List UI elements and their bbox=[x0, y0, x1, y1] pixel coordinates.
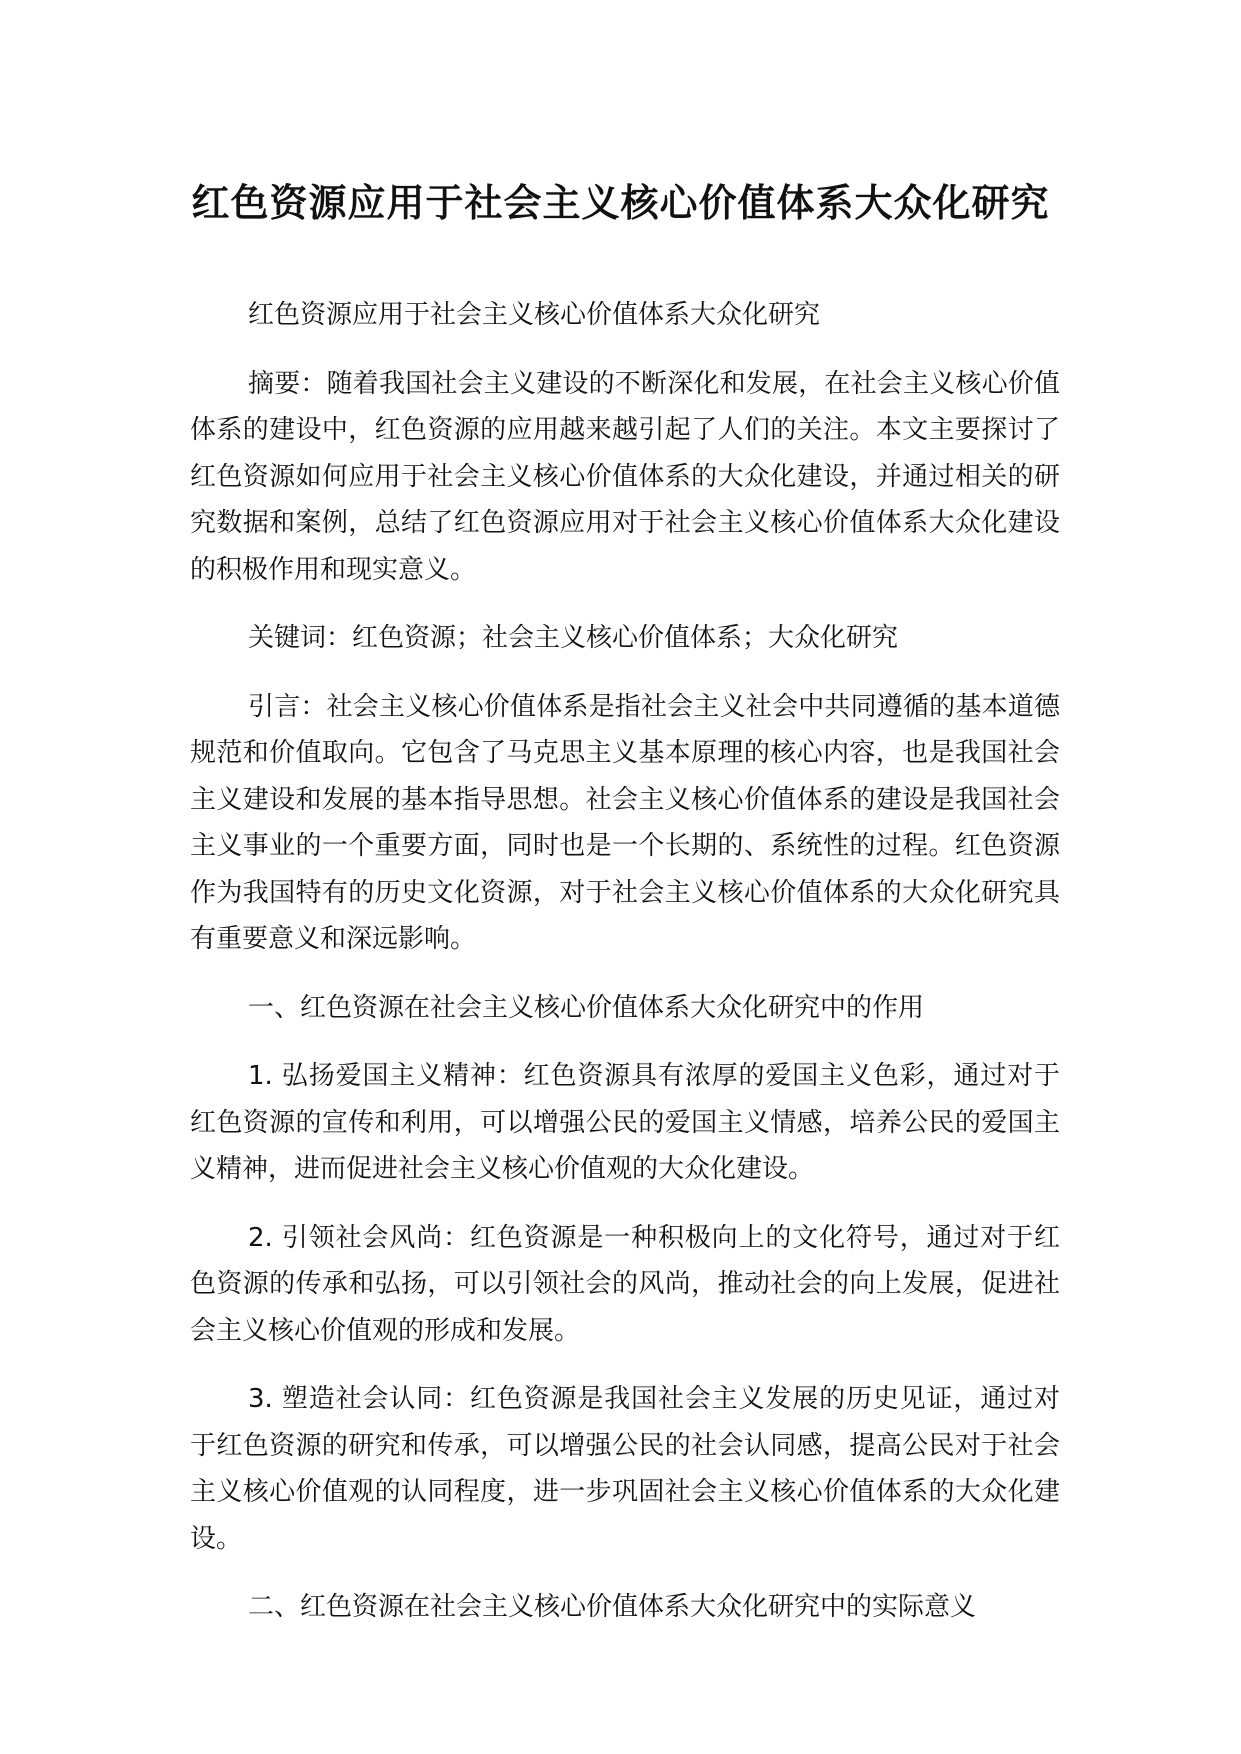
abstract-paragraph: 摘要：随着我国社会主义建设的不断深化和发展，在社会主义核心价值体系的建设中，红色资源的应用越来越引起了人们的关注。本文主要探讨了红色资源如何应用于社会主义核心价值体系的大众化建设，并通过相关的研究数据和案例，总结了红色资源应用对于社会主义核心价值体系大众化建设的积极作用和现实意义。 bbox=[190, 368, 1060, 585]
keywords-paragraph: 关键词：红色资源；社会主义核心价值体系；大众化研究 bbox=[248, 623, 899, 653]
page-title: 红色资源应用于社会主义核心价值体系大众化研究 bbox=[191, 181, 1050, 225]
section-heading-2: 二、红色资源在社会主义核心价值体系大众化研究中的实际意义 bbox=[248, 1592, 977, 1622]
section-heading-1: 一、红色资源在社会主义核心价值体系大众化研究中的作用 bbox=[248, 992, 925, 1023]
document-body bbox=[190, 292, 1060, 1653]
list-item-2: 2. 引领社会风尚：红色资源是一种积极向上的文化符号，通过对于红色资源的传承和弘扬，可以引领社会的风尚，推动社会的向上发展，促进社会主义核心价值观的形成和发展。 bbox=[190, 1222, 1060, 1346]
introduction-paragraph: 引言：社会主义核心价值体系是指社会主义社会中共同遵循的基本道德规范和价值取向。它包含了马克思主义基本原理的核心内容，也是我国社会主义建设和发展的基本指导思想。社会主义核心价值体系的建设是我国社会主义事业的一个重要方面，同时也是一个长期的、系统性的过程。红色资源作为我国特有的历史文化资源，对于社会主义核心价值体系的大众化研究具有重要意义和深远影响。 bbox=[190, 691, 1060, 954]
subtitle-paragraph: 红色资源应用于社会主义核心价值体系大众化研究 bbox=[248, 300, 821, 330]
list-item-1: 1. 弘扬爱国主义精神：红色资源具有浓厚的爱国主义色彩，通过对于红色资源的宣传和利用，可以增强公民的爱国主义情感，培养公民的爱国主义精神，进而促进社会主义核心价值观的大众化建设。 bbox=[190, 1061, 1060, 1184]
list-item-3: 3. 塑造社会认同：红色资源是我国社会主义发展的历史见证，通过对于红色资源的研究和传承，可以增强公民的社会认同感，提高公民对于社会主义核心价值观的认同程度，进一步巩固社会主义核心价值体系的大众化建设。 bbox=[190, 1384, 1060, 1554]
